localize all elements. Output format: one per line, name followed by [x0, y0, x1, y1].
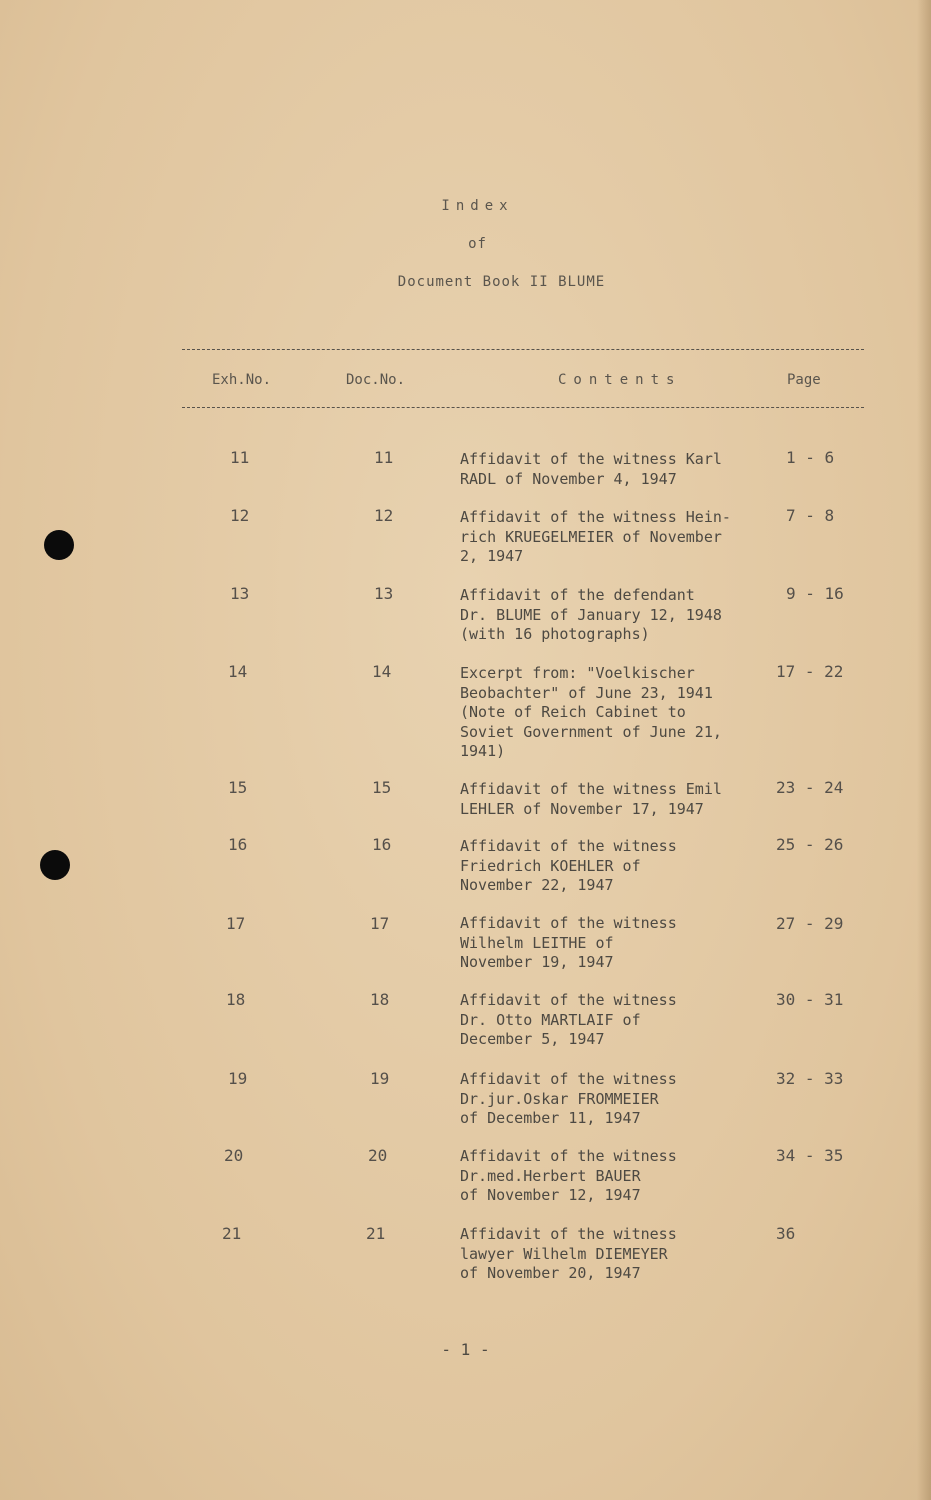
- doc-number: 12: [374, 506, 394, 525]
- exh-number: 16: [228, 835, 248, 854]
- exh-number: 21: [222, 1224, 242, 1243]
- header-page: Page: [787, 372, 821, 388]
- contents-text: Affidavit of the witness Dr.jur.Oskar FROMMEIER of December 11, 1947: [460, 1070, 677, 1127]
- contents-text: Affidavit of the witness Karl RADL of November 4, 1947: [460, 450, 722, 488]
- header-rule-bottom: [182, 407, 864, 408]
- page-number-footer: - 1 -: [441, 1340, 490, 1359]
- contents-text: Affidavit of the witness lawyer Wilhelm DIEMEYER of November 20, 1947: [460, 1225, 677, 1282]
- punch-hole: [44, 530, 74, 560]
- doc-number: 18: [370, 990, 390, 1009]
- contents-text: Affidavit of the witness Dr. Otto MARTLAIF of December 5, 1947: [460, 991, 677, 1048]
- doc-number: 17: [370, 914, 390, 933]
- punch-hole: [40, 850, 70, 880]
- exh-number: 18: [226, 990, 246, 1009]
- doc-number: 21: [366, 1224, 386, 1243]
- title-document-book: Document Book II BLUME: [397, 274, 606, 290]
- contents-text: Affidavit of the witness Wilhelm LEITHE of November 19, 1947: [460, 914, 677, 971]
- page-range: 1 - 6: [786, 448, 835, 467]
- page-range: 30 - 31: [776, 990, 844, 1009]
- exh-number: 13: [230, 584, 250, 603]
- exh-number: 17: [226, 914, 246, 933]
- page-range: 36: [776, 1224, 796, 1243]
- doc-number: 13: [374, 584, 394, 603]
- title-index: Index: [441, 198, 514, 214]
- header-exh-no: Exh.No.: [212, 372, 272, 388]
- doc-number: 20: [368, 1146, 388, 1165]
- contents-text: Affidavit of the defendant Dr. BLUME of January 12, 1948 (with 16 photographs): [460, 586, 722, 643]
- header-doc-no: Doc.No.: [346, 372, 406, 388]
- exh-number: 14: [228, 662, 248, 681]
- contents-text: Excerpt from: "Voelkischer Beobachter" of June 23, 1941 (Note of Reich Cabinet to Soviet Government of June 21, 1941): [460, 664, 722, 760]
- page-range: 9 - 16: [786, 584, 844, 603]
- page-range: 17 - 22: [776, 662, 844, 681]
- doc-number: 14: [372, 662, 392, 681]
- page-range: 27 - 29: [776, 914, 844, 933]
- doc-number: 11: [374, 448, 394, 467]
- exh-number: 20: [224, 1146, 244, 1165]
- paper-edge-shadow: [917, 0, 931, 1500]
- page-range: 23 - 24: [776, 778, 844, 797]
- doc-number: 16: [372, 835, 392, 854]
- page-range: 34 - 35: [776, 1146, 844, 1165]
- exh-number: 19: [228, 1069, 248, 1088]
- exh-number: 15: [228, 778, 248, 797]
- exh-number: 12: [230, 506, 250, 525]
- contents-text: Affidavit of the witness Emil LEHLER of November 17, 1947: [460, 780, 722, 818]
- page-range: 25 - 26: [776, 835, 844, 854]
- page-range: 7 - 8: [786, 506, 835, 525]
- doc-number: 19: [370, 1069, 390, 1088]
- title-of: of: [468, 236, 487, 252]
- contents-text: Affidavit of the witness Friedrich KOEHLER of November 22, 1947: [460, 837, 677, 894]
- doc-number: 15: [372, 778, 392, 797]
- header-rule-top: [182, 349, 864, 350]
- contents-text: Affidavit of the witness Hein- rich KRUEGELMEIER of November 2, 1947: [460, 508, 731, 565]
- header-contents: Contents: [558, 372, 682, 388]
- page-range: 32 - 33: [776, 1069, 844, 1088]
- contents-text: Affidavit of the witness Dr.med.Herbert BAUER of November 12, 1947: [460, 1147, 677, 1204]
- exh-number: 11: [230, 448, 250, 467]
